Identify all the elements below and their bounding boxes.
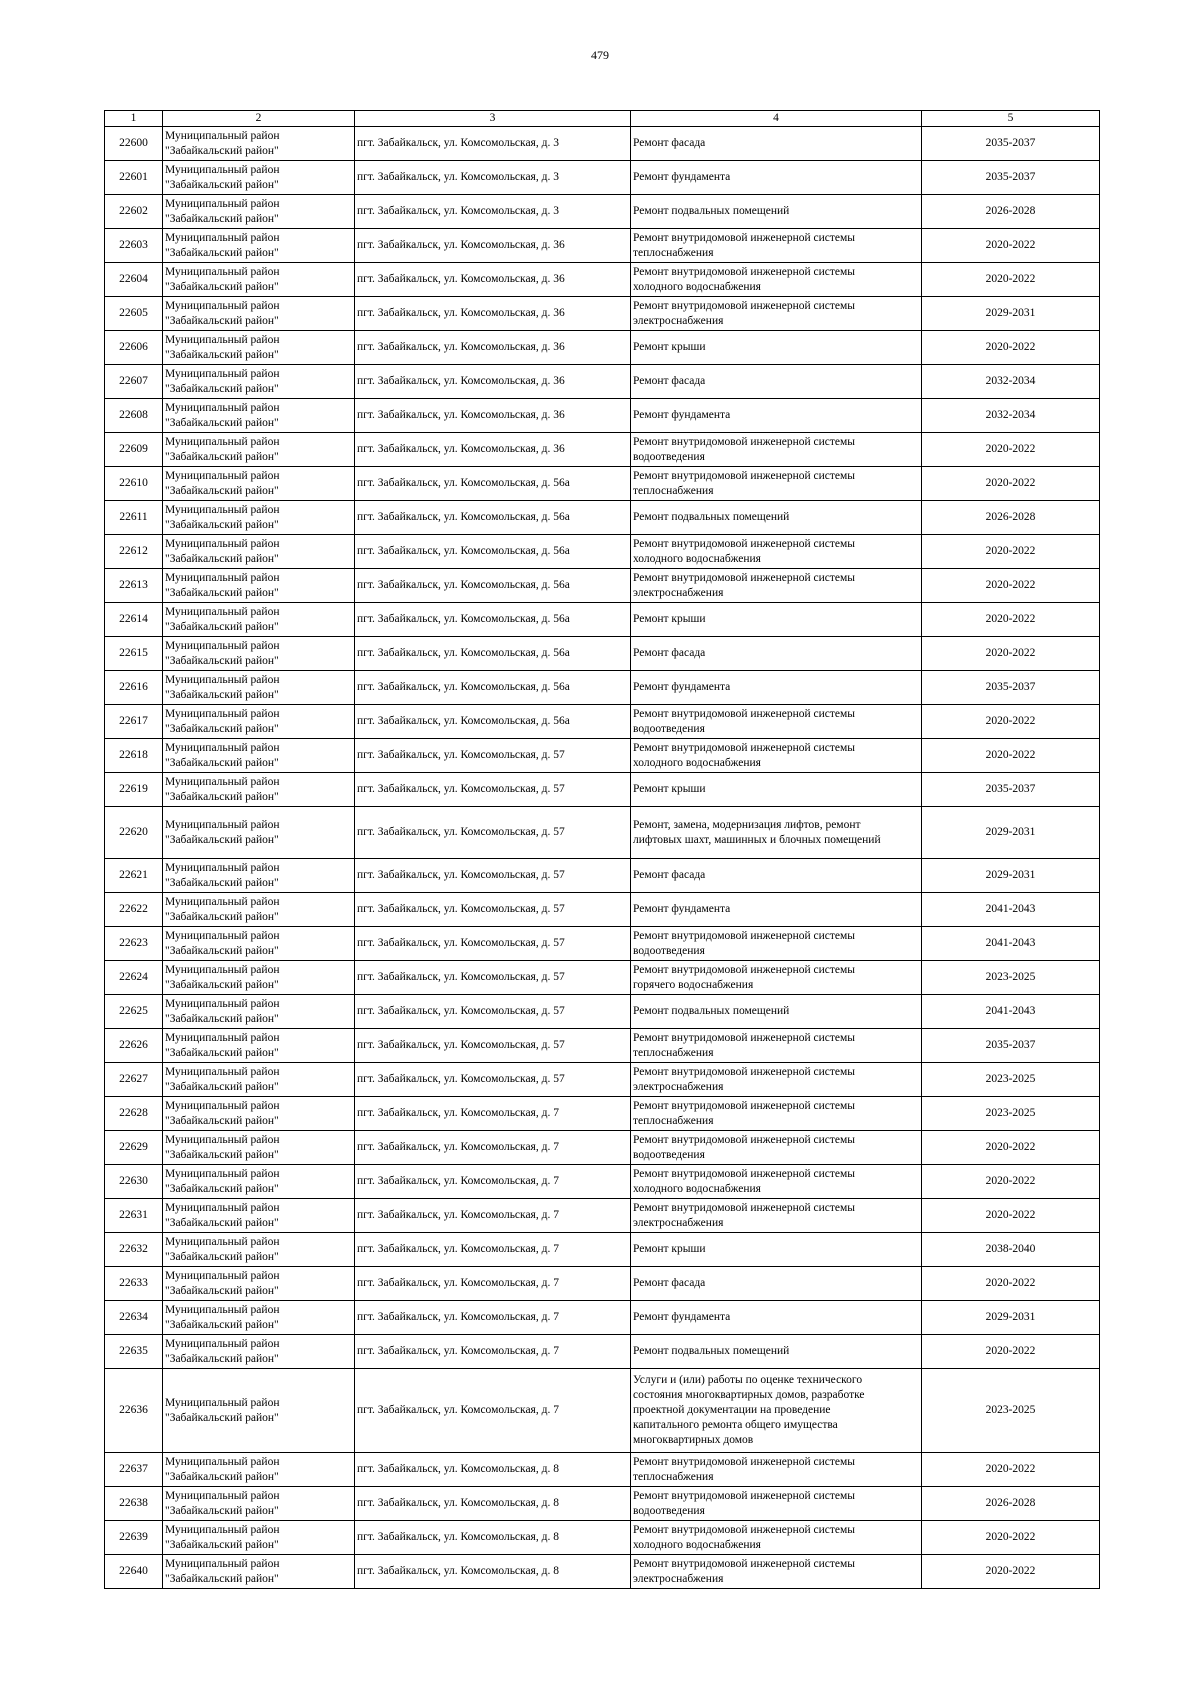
municipality-cell: Муниципальный район "Забайкальский район"	[163, 1267, 355, 1301]
page-number: 479	[591, 48, 609, 62]
municipality-cell: Муниципальный район "Забайкальский район"	[163, 1131, 355, 1165]
address-cell: пгт. Забайкальск, ул. Комсомольская, д. 7	[355, 1233, 631, 1267]
work-type-cell: Ремонт фасада	[631, 637, 922, 671]
header-col-3: 3	[355, 111, 631, 127]
work-type-cell: Ремонт внутридомовой инженерной системы холодного водоснабжения	[631, 739, 922, 773]
address-cell: пгт. Забайкальск, ул. Комсомольская, д. 57	[355, 927, 631, 961]
row-number: 22639	[105, 1521, 163, 1555]
work-type-cell: Ремонт внутридомовой инженерной системы электроснабжения	[631, 569, 922, 603]
table-row	[105, 1369, 1100, 1453]
municipality-cell: Муниципальный район "Забайкальский район"	[163, 739, 355, 773]
municipality-cell: Муниципальный район "Забайкальский район"	[163, 195, 355, 229]
table-row	[105, 1131, 1100, 1165]
work-type-cell: Ремонт фундамента	[631, 161, 922, 195]
table-row	[105, 501, 1100, 535]
table-row	[105, 705, 1100, 739]
table-row	[105, 569, 1100, 603]
table-row	[105, 603, 1100, 637]
period-cell: 2020-2022	[922, 1453, 1100, 1487]
municipality-cell: Муниципальный район "Забайкальский район"	[163, 859, 355, 893]
work-type-cell: Ремонт фасада	[631, 127, 922, 161]
address-cell: пгт. Забайкальск, ул. Комсомольская, д. 56а	[355, 569, 631, 603]
period-cell: 2023-2025	[922, 961, 1100, 995]
municipality-cell: Муниципальный район "Забайкальский район"	[163, 501, 355, 535]
municipality-cell: Муниципальный район "Забайкальский район"	[163, 1555, 355, 1589]
municipality-cell: Муниципальный район "Забайкальский район"	[163, 127, 355, 161]
table-row	[105, 1063, 1100, 1097]
address-cell: пгт. Забайкальск, ул. Комсомольская, д. 7	[355, 1199, 631, 1233]
row-number: 22604	[105, 263, 163, 297]
address-cell: пгт. Забайкальск, ул. Комсомольская, д. 7	[355, 1097, 631, 1131]
municipality-cell: Муниципальный район "Забайкальский район"	[163, 1335, 355, 1369]
work-type-cell: Ремонт внутридомовой инженерной системы водоотведения	[631, 1487, 922, 1521]
address-cell: пгт. Забайкальск, ул. Комсомольская, д. 56а	[355, 603, 631, 637]
row-number: 22615	[105, 637, 163, 671]
address-cell: пгт. Забайкальск, ул. Комсомольская, д. 57	[355, 893, 631, 927]
work-type-cell: Ремонт подвальных помещений	[631, 1335, 922, 1369]
period-cell: 2038-2040	[922, 1233, 1100, 1267]
period-cell: 2035-2037	[922, 1029, 1100, 1063]
work-type-cell: Ремонт внутридомовой инженерной системы горячего водоснабжения	[631, 961, 922, 995]
municipality-cell: Муниципальный район "Забайкальский район"	[163, 603, 355, 637]
row-number: 22635	[105, 1335, 163, 1369]
capital-repair-table	[104, 110, 1100, 1589]
row-number: 22633	[105, 1267, 163, 1301]
period-cell: 2023-2025	[922, 1369, 1100, 1453]
period-cell: 2029-2031	[922, 859, 1100, 893]
row-number: 22640	[105, 1555, 163, 1589]
municipality-cell: Муниципальный район "Забайкальский район"	[163, 893, 355, 927]
row-number: 22609	[105, 433, 163, 467]
period-cell: 2020-2022	[922, 705, 1100, 739]
work-type-cell: Ремонт внутридомовой инженерной системы электроснабжения	[631, 297, 922, 331]
work-type-cell: Ремонт внутридомовой инженерной системы водоотведения	[631, 433, 922, 467]
municipality-cell: Муниципальный район "Забайкальский район"	[163, 1233, 355, 1267]
work-type-cell: Ремонт внутридомовой инженерной системы теплоснабжения	[631, 1097, 922, 1131]
period-cell: 2020-2022	[922, 569, 1100, 603]
municipality-cell: Муниципальный район "Забайкальский район"	[163, 927, 355, 961]
period-cell: 2035-2037	[922, 773, 1100, 807]
municipality-cell: Муниципальный район "Забайкальский район"	[163, 297, 355, 331]
row-number: 22600	[105, 127, 163, 161]
table-row	[105, 1097, 1100, 1131]
work-type-cell: Ремонт подвальных помещений	[631, 995, 922, 1029]
row-number: 22602	[105, 195, 163, 229]
work-type-cell: Ремонт внутридомовой инженерной системы холодного водоснабжения	[631, 1165, 922, 1199]
row-number: 22623	[105, 927, 163, 961]
address-cell: пгт. Забайкальск, ул. Комсомольская, д. 8	[355, 1487, 631, 1521]
header-col-1: 1	[105, 111, 163, 127]
work-type-cell: Ремонт, замена, модернизация лифтов, ремонт лифтовых шахт, машинных и блочных помещений	[631, 807, 922, 859]
address-cell: пгт. Забайкальск, ул. Комсомольская, д. 57	[355, 1063, 631, 1097]
table-row	[105, 229, 1100, 263]
period-cell: 2020-2022	[922, 1267, 1100, 1301]
address-cell: пгт. Забайкальск, ул. Комсомольская, д. 8	[355, 1453, 631, 1487]
table-row	[105, 859, 1100, 893]
row-number: 22620	[105, 807, 163, 859]
municipality-cell: Муниципальный район "Забайкальский район"	[163, 1029, 355, 1063]
row-number: 22632	[105, 1233, 163, 1267]
header-col-2: 2	[163, 111, 355, 127]
period-cell: 2020-2022	[922, 535, 1100, 569]
work-type-cell: Услуги и (или) работы по оценке технического состояния многоквартирных домов, разработке проектной документации на проведение капитального ремонта общего имущества многоквартирных домов	[631, 1369, 922, 1453]
row-number: 22601	[105, 161, 163, 195]
work-type-cell: Ремонт внутридомовой инженерной системы теплоснабжения	[631, 467, 922, 501]
table-row	[105, 1029, 1100, 1063]
header-row	[105, 111, 1100, 127]
row-number: 22605	[105, 297, 163, 331]
table-row	[105, 263, 1100, 297]
address-cell: пгт. Забайкальск, ул. Комсомольская, д. 56а	[355, 637, 631, 671]
address-cell: пгт. Забайкальск, ул. Комсомольская, д. 57	[355, 1029, 631, 1063]
address-cell: пгт. Забайкальск, ул. Комсомольская, д. 56а	[355, 501, 631, 535]
table-row	[105, 1233, 1100, 1267]
address-cell: пгт. Забайкальск, ул. Комсомольская, д. 7	[355, 1369, 631, 1453]
period-cell: 2020-2022	[922, 1199, 1100, 1233]
table-row	[105, 1335, 1100, 1369]
municipality-cell: Муниципальный район "Забайкальский район"	[163, 535, 355, 569]
table-row	[105, 1555, 1100, 1589]
table-row	[105, 893, 1100, 927]
table-row	[105, 127, 1100, 161]
address-cell: пгт. Забайкальск, ул. Комсомольская, д. 36	[355, 399, 631, 433]
table-row	[105, 1199, 1100, 1233]
address-cell: пгт. Забайкальск, ул. Комсомольская, д. 56а	[355, 671, 631, 705]
address-cell: пгт. Забайкальск, ул. Комсомольская, д. 3	[355, 195, 631, 229]
table-row	[105, 365, 1100, 399]
work-type-cell: Ремонт фасада	[631, 859, 922, 893]
table-row	[105, 399, 1100, 433]
work-type-cell: Ремонт внутридомовой инженерной системы теплоснабжения	[631, 229, 922, 263]
table-row	[105, 807, 1100, 859]
row-number: 22612	[105, 535, 163, 569]
period-cell: 2020-2022	[922, 1165, 1100, 1199]
address-cell: пгт. Забайкальск, ул. Комсомольская, д. 36	[355, 297, 631, 331]
municipality-cell: Муниципальный район "Забайкальский район"	[163, 961, 355, 995]
work-type-cell: Ремонт фасада	[631, 1267, 922, 1301]
row-number: 22606	[105, 331, 163, 365]
address-cell: пгт. Забайкальск, ул. Комсомольская, д. 36	[355, 433, 631, 467]
row-number: 22624	[105, 961, 163, 995]
table-row	[105, 995, 1100, 1029]
address-cell: пгт. Забайкальск, ул. Комсомольская, д. 36	[355, 263, 631, 297]
municipality-cell: Муниципальный район "Забайкальский район"	[163, 1487, 355, 1521]
municipality-cell: Муниципальный район "Забайкальский район"	[163, 1165, 355, 1199]
period-cell: 2032-2034	[922, 399, 1100, 433]
row-number: 22619	[105, 773, 163, 807]
table-row	[105, 927, 1100, 961]
table-row	[105, 331, 1100, 365]
table-row	[105, 1301, 1100, 1335]
period-cell: 2026-2028	[922, 1487, 1100, 1521]
header-col-5: 5	[922, 111, 1100, 127]
period-cell: 2020-2022	[922, 263, 1100, 297]
table-row	[105, 671, 1100, 705]
work-type-cell: Ремонт крыши	[631, 773, 922, 807]
period-cell: 2023-2025	[922, 1063, 1100, 1097]
municipality-cell: Муниципальный район "Забайкальский район"	[163, 433, 355, 467]
table-row	[105, 467, 1100, 501]
work-type-cell: Ремонт внутридомовой инженерной системы холодного водоснабжения	[631, 535, 922, 569]
address-cell: пгт. Забайкальск, ул. Комсомольская, д. 36	[355, 229, 631, 263]
row-number: 22611	[105, 501, 163, 535]
municipality-cell: Муниципальный район "Забайкальский район"	[163, 1369, 355, 1453]
table-row	[105, 433, 1100, 467]
municipality-cell: Муниципальный район "Забайкальский район"	[163, 331, 355, 365]
table-row	[105, 161, 1100, 195]
work-type-cell: Ремонт крыши	[631, 331, 922, 365]
row-number: 22616	[105, 671, 163, 705]
row-number: 22617	[105, 705, 163, 739]
table-row	[105, 535, 1100, 569]
address-cell: пгт. Забайкальск, ул. Комсомольская, д. 57	[355, 961, 631, 995]
row-number: 22628	[105, 1097, 163, 1131]
work-type-cell: Ремонт внутридомовой инженерной системы теплоснабжения	[631, 1029, 922, 1063]
period-cell: 2020-2022	[922, 739, 1100, 773]
municipality-cell: Муниципальный район "Забайкальский район"	[163, 637, 355, 671]
address-cell: пгт. Забайкальск, ул. Комсомольская, д. 7	[355, 1131, 631, 1165]
period-cell: 2020-2022	[922, 1335, 1100, 1369]
work-type-cell: Ремонт внутридомовой инженерной системы водоотведения	[631, 927, 922, 961]
period-cell: 2020-2022	[922, 637, 1100, 671]
period-cell: 2023-2025	[922, 1097, 1100, 1131]
period-cell: 2020-2022	[922, 1555, 1100, 1589]
period-cell: 2020-2022	[922, 467, 1100, 501]
work-type-cell: Ремонт внутридомовой инженерной системы электроснабжения	[631, 1063, 922, 1097]
period-cell: 2020-2022	[922, 229, 1100, 263]
row-number: 22613	[105, 569, 163, 603]
work-type-cell: Ремонт крыши	[631, 603, 922, 637]
work-type-cell: Ремонт фундамента	[631, 1301, 922, 1335]
municipality-cell: Муниципальный район "Забайкальский район"	[163, 995, 355, 1029]
work-type-cell: Ремонт внутридомовой инженерной системы электроснабжения	[631, 1555, 922, 1589]
municipality-cell: Муниципальный район "Забайкальский район"	[163, 1453, 355, 1487]
municipality-cell: Муниципальный район "Забайкальский район"	[163, 467, 355, 501]
work-type-cell: Ремонт внутридомовой инженерной системы теплоснабжения	[631, 1453, 922, 1487]
row-number: 22621	[105, 859, 163, 893]
address-cell: пгт. Забайкальск, ул. Комсомольская, д. 57	[355, 859, 631, 893]
table-row	[105, 1267, 1100, 1301]
address-cell: пгт. Забайкальск, ул. Комсомольская, д. 57	[355, 773, 631, 807]
work-type-cell: Ремонт внутридомовой инженерной системы водоотведения	[631, 1131, 922, 1165]
municipality-cell: Муниципальный район "Забайкальский район"	[163, 1063, 355, 1097]
address-cell: пгт. Забайкальск, ул. Комсомольская, д. 36	[355, 331, 631, 365]
municipality-cell: Муниципальный район "Забайкальский район"	[163, 399, 355, 433]
period-cell: 2029-2031	[922, 1301, 1100, 1335]
table-row	[105, 961, 1100, 995]
work-type-cell: Ремонт внутридомовой инженерной системы холодного водоснабжения	[631, 263, 922, 297]
table-row	[105, 1521, 1100, 1555]
row-number: 22626	[105, 1029, 163, 1063]
period-cell: 2029-2031	[922, 297, 1100, 331]
municipality-cell: Муниципальный район "Забайкальский район"	[163, 1199, 355, 1233]
row-number: 22618	[105, 739, 163, 773]
period-cell: 2035-2037	[922, 161, 1100, 195]
table-body	[105, 127, 1100, 1589]
municipality-cell: Муниципальный район "Забайкальский район"	[163, 807, 355, 859]
period-cell: 2020-2022	[922, 1521, 1100, 1555]
address-cell: пгт. Забайкальск, ул. Комсомольская, д. 57	[355, 807, 631, 859]
table-row	[105, 773, 1100, 807]
municipality-cell: Муниципальный район "Забайкальский район"	[163, 1521, 355, 1555]
work-type-cell: Ремонт фундамента	[631, 399, 922, 433]
period-cell: 2041-2043	[922, 893, 1100, 927]
address-cell: пгт. Забайкальск, ул. Комсомольская, д. 3	[355, 161, 631, 195]
address-cell: пгт. Забайкальск, ул. Комсомольская, д. 8	[355, 1521, 631, 1555]
address-cell: пгт. Забайкальск, ул. Комсомольская, д. 7	[355, 1267, 631, 1301]
row-number: 22610	[105, 467, 163, 501]
period-cell: 2020-2022	[922, 603, 1100, 637]
municipality-cell: Муниципальный район "Забайкальский район"	[163, 773, 355, 807]
municipality-cell: Муниципальный район "Забайкальский район"	[163, 1097, 355, 1131]
table-row	[105, 297, 1100, 331]
row-number: 22603	[105, 229, 163, 263]
table-row	[105, 195, 1100, 229]
address-cell: пгт. Забайкальск, ул. Комсомольская, д. 7	[355, 1301, 631, 1335]
municipality-cell: Муниципальный район "Забайкальский район"	[163, 263, 355, 297]
period-cell: 2026-2028	[922, 501, 1100, 535]
municipality-cell: Муниципальный район "Забайкальский район"	[163, 229, 355, 263]
row-number: 22625	[105, 995, 163, 1029]
address-cell: пгт. Забайкальск, ул. Комсомольская, д. 56а	[355, 705, 631, 739]
period-cell: 2026-2028	[922, 195, 1100, 229]
address-cell: пгт. Забайкальск, ул. Комсомольская, д. 36	[355, 365, 631, 399]
work-type-cell: Ремонт подвальных помещений	[631, 195, 922, 229]
row-number: 22637	[105, 1453, 163, 1487]
row-number: 22631	[105, 1199, 163, 1233]
work-type-cell: Ремонт крыши	[631, 1233, 922, 1267]
period-cell: 2020-2022	[922, 433, 1100, 467]
period-cell: 2041-2043	[922, 995, 1100, 1029]
address-cell: пгт. Забайкальск, ул. Комсомольская, д. 8	[355, 1555, 631, 1589]
work-type-cell: Ремонт внутридомовой инженерной системы водоотведения	[631, 705, 922, 739]
period-cell: 2020-2022	[922, 331, 1100, 365]
address-cell: пгт. Забайкальск, ул. Комсомольская, д. 56а	[355, 467, 631, 501]
row-number: 22636	[105, 1369, 163, 1453]
row-number: 22638	[105, 1487, 163, 1521]
period-cell: 2029-2031	[922, 807, 1100, 859]
row-number: 22622	[105, 893, 163, 927]
table-row	[105, 1487, 1100, 1521]
row-number: 22627	[105, 1063, 163, 1097]
row-number: 22629	[105, 1131, 163, 1165]
municipality-cell: Муниципальный район "Забайкальский район"	[163, 671, 355, 705]
table-row	[105, 1165, 1100, 1199]
table-row	[105, 1453, 1100, 1487]
address-cell: пгт. Забайкальск, ул. Комсомольская, д. 57	[355, 995, 631, 1029]
row-number: 22614	[105, 603, 163, 637]
period-cell: 2032-2034	[922, 365, 1100, 399]
period-cell: 2035-2037	[922, 671, 1100, 705]
municipality-cell: Муниципальный район "Забайкальский район"	[163, 569, 355, 603]
row-number: 22608	[105, 399, 163, 433]
municipality-cell: Муниципальный район "Забайкальский район"	[163, 705, 355, 739]
address-cell: пгт. Забайкальск, ул. Комсомольская, д. 3	[355, 127, 631, 161]
table-row	[105, 637, 1100, 671]
period-cell: 2020-2022	[922, 1131, 1100, 1165]
work-type-cell: Ремонт фундамента	[631, 893, 922, 927]
work-type-cell: Ремонт фасада	[631, 365, 922, 399]
table-row	[105, 739, 1100, 773]
address-cell: пгт. Забайкальск, ул. Комсомольская, д. 56а	[355, 535, 631, 569]
row-number: 22607	[105, 365, 163, 399]
work-type-cell: Ремонт подвальных помещений	[631, 501, 922, 535]
row-number: 22634	[105, 1301, 163, 1335]
address-cell: пгт. Забайкальск, ул. Комсомольская, д. 57	[355, 739, 631, 773]
work-type-cell: Ремонт фундамента	[631, 671, 922, 705]
municipality-cell: Муниципальный район "Забайкальский район"	[163, 365, 355, 399]
period-cell: 2035-2037	[922, 127, 1100, 161]
municipality-cell: Муниципальный район "Забайкальский район"	[163, 161, 355, 195]
header-col-4: 4	[631, 111, 922, 127]
row-number: 22630	[105, 1165, 163, 1199]
period-cell: 2041-2043	[922, 927, 1100, 961]
address-cell: пгт. Забайкальск, ул. Комсомольская, д. 7	[355, 1335, 631, 1369]
work-type-cell: Ремонт внутридомовой инженерной системы электроснабжения	[631, 1199, 922, 1233]
municipality-cell: Муниципальный район "Забайкальский район"	[163, 1301, 355, 1335]
address-cell: пгт. Забайкальск, ул. Комсомольская, д. 7	[355, 1165, 631, 1199]
work-type-cell: Ремонт внутридомовой инженерной системы холодного водоснабжения	[631, 1521, 922, 1555]
